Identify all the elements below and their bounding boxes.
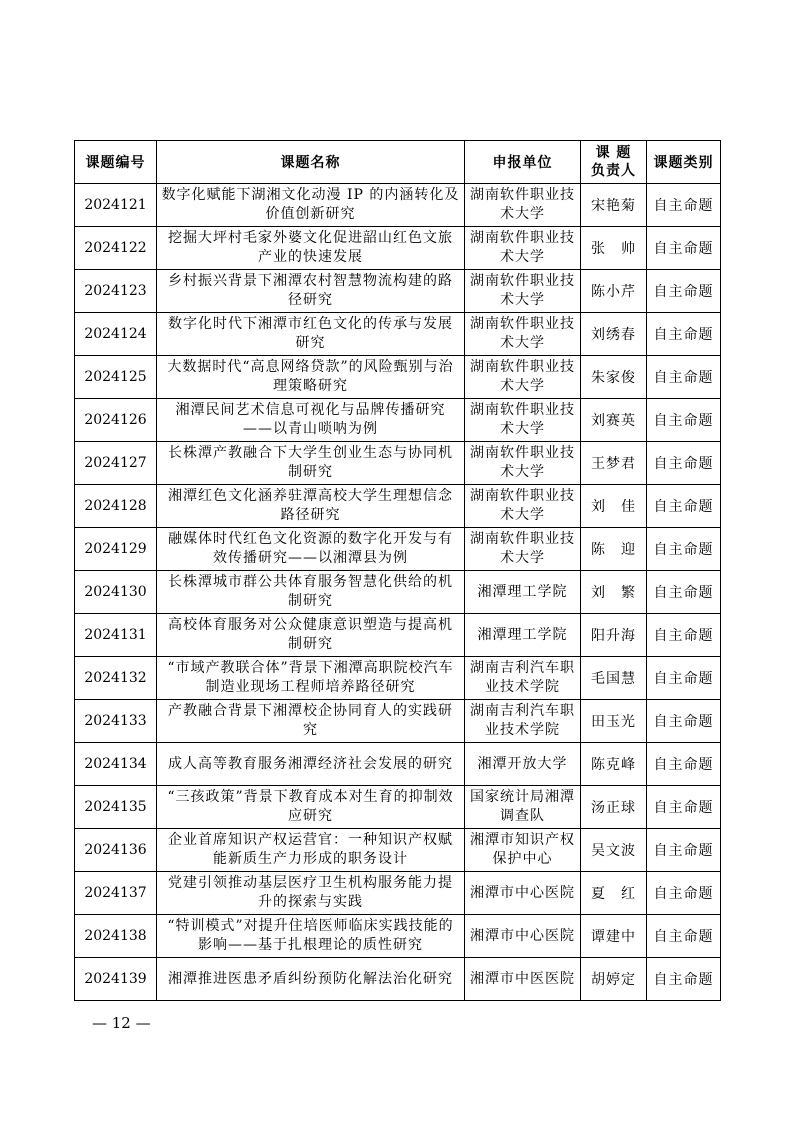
row-lead: 张 帅 (581, 227, 647, 270)
row-code: 2024134 (75, 743, 157, 786)
table-row (75, 313, 721, 356)
row-category: 自主命题 (647, 227, 721, 270)
table-row (75, 356, 721, 399)
table-row (75, 184, 721, 227)
table-row (75, 270, 721, 313)
row-code: 2024135 (75, 786, 157, 829)
table-row (75, 657, 721, 700)
row-lead: 王梦君 (581, 442, 647, 485)
table-row (75, 485, 721, 528)
row-unit: 湘潭理工学院 (465, 571, 581, 614)
row-title: 成人高等教育服务湘潭经济社会发展的研究 (157, 743, 465, 786)
table-row (75, 528, 721, 571)
row-category: 自主命题 (647, 442, 721, 485)
row-code: 2024126 (75, 399, 157, 442)
row-title: 长株潭产教融合下大学生创业生态与协同机制研究 (157, 442, 465, 485)
row-unit: 湖南软件职业技术大学 (465, 313, 581, 356)
table-row (75, 700, 721, 743)
row-lead: 汤正球 (581, 786, 647, 829)
table-row (75, 614, 721, 657)
row-code: 2024130 (75, 571, 157, 614)
row-unit: 湘潭理工学院 (465, 614, 581, 657)
row-category: 自主命题 (647, 485, 721, 528)
row-unit: 湖南吉利汽车职业技术学院 (465, 700, 581, 743)
row-lead: 陈小芹 (581, 270, 647, 313)
row-category: 自主命题 (647, 786, 721, 829)
row-unit: 湖南软件职业技术大学 (465, 528, 581, 571)
header-category: 课题类别 (647, 141, 721, 184)
row-code: 2024123 (75, 270, 157, 313)
row-lead: 刘 佳 (581, 485, 647, 528)
row-code: 2024129 (75, 528, 157, 571)
row-lead: 陈 迎 (581, 528, 647, 571)
row-title: 党建引领推动基层医疗卫生机构服务能力提升的探索与实践 (157, 872, 465, 915)
row-code: 2024136 (75, 829, 157, 872)
row-unit: 湖南软件职业技术大学 (465, 442, 581, 485)
row-code: 2024139 (75, 958, 157, 1001)
row-category: 自主命题 (647, 872, 721, 915)
row-unit: 湘潭市知识产权保护中心 (465, 829, 581, 872)
table-row (75, 958, 721, 1001)
row-code: 2024137 (75, 872, 157, 915)
row-category: 自主命题 (647, 399, 721, 442)
row-lead: 刘绣春 (581, 313, 647, 356)
row-unit: 湘潭市中医医院 (465, 958, 581, 1001)
row-unit: 湘潭市中心医院 (465, 915, 581, 958)
row-code: 2024122 (75, 227, 157, 270)
table-row (75, 227, 721, 270)
row-title: “三孩政策”背景下教育成本对生育的抑制效应研究 (157, 786, 465, 829)
row-title: 大数据时代“高息网络贷款”的风险甄别与治理策略研究 (157, 356, 465, 399)
row-lead: 刘赛英 (581, 399, 647, 442)
row-unit: 湖南软件职业技术大学 (465, 184, 581, 227)
row-category: 自主命题 (647, 313, 721, 356)
row-title: 湘潭红色文化涵养驻潭高校大学生理想信念路径研究 (157, 485, 465, 528)
row-title: 企业首席知识产权运营官：一种知识产权赋能新质生产力形成的职务设计 (157, 829, 465, 872)
project-table (74, 140, 721, 1001)
row-lead: 夏 红 (581, 872, 647, 915)
row-category: 自主命题 (647, 184, 721, 227)
row-unit: 湖南软件职业技术大学 (465, 270, 581, 313)
row-category: 自主命题 (647, 958, 721, 1001)
row-category: 自主命题 (647, 915, 721, 958)
table-row (75, 743, 721, 786)
row-lead: 陈克峰 (581, 743, 647, 786)
table-row (75, 915, 721, 958)
row-title: 湘潭民间艺术信息可视化与品牌传播研究——以青山唢呐为例 (157, 399, 465, 442)
row-title: 乡村振兴背景下湘潭农村智慧物流构建的路径研究 (157, 270, 465, 313)
header-code: 课题编号 (75, 141, 157, 184)
row-category: 自主命题 (647, 528, 721, 571)
row-lead: 胡婷定 (581, 958, 647, 1001)
row-code: 2024127 (75, 442, 157, 485)
row-title: 长株潭城市群公共体育服务智慧化供给的机制研究 (157, 571, 465, 614)
row-unit: 湘潭市中心医院 (465, 872, 581, 915)
table-header-row (75, 141, 721, 184)
row-unit: 湘潭开放大学 (465, 743, 581, 786)
row-category: 自主命题 (647, 356, 721, 399)
row-title: 湘潭推进医患矛盾纠纷预防化解法治化研究 (157, 958, 465, 1001)
row-unit: 湖南吉利汽车职业技术学院 (465, 657, 581, 700)
header-title: 课题名称 (157, 141, 465, 184)
row-lead: 毛国慧 (581, 657, 647, 700)
row-code: 2024132 (75, 657, 157, 700)
row-code: 2024124 (75, 313, 157, 356)
table-row (75, 442, 721, 485)
row-title: 数字化赋能下湖湘文化动漫 IP 的内涵转化及价值创新研究 (157, 184, 465, 227)
row-code: 2024125 (75, 356, 157, 399)
row-title: 挖掘大坪村毛家外婆文化促进韶山红色文旅产业的快速发展 (157, 227, 465, 270)
row-title: “市域产教联合体”背景下湘潭高职院校汽车制造业现场工程师培养路径研究 (157, 657, 465, 700)
header-lead: 课 题 负责人 (581, 141, 647, 184)
row-category: 自主命题 (647, 657, 721, 700)
row-title: 数字化时代下湘潭市红色文化的传承与发展研究 (157, 313, 465, 356)
page-number: — 12 — (92, 1014, 151, 1032)
row-category: 自主命题 (647, 270, 721, 313)
row-lead: 吴文波 (581, 829, 647, 872)
row-category: 自主命题 (647, 571, 721, 614)
row-title: 产教融合背景下湘潭校企协同育人的实践研究 (157, 700, 465, 743)
row-category: 自主命题 (647, 700, 721, 743)
row-code: 2024138 (75, 915, 157, 958)
row-category: 自主命题 (647, 743, 721, 786)
row-title: 融媒体时代红色文化资源的数字化开发与有效传播研究——以湘潭县为例 (157, 528, 465, 571)
row-lead: 刘 繁 (581, 571, 647, 614)
row-unit: 湖南软件职业技术大学 (465, 399, 581, 442)
row-unit: 湖南软件职业技术大学 (465, 356, 581, 399)
row-lead: 朱家俊 (581, 356, 647, 399)
row-lead: 谭建中 (581, 915, 647, 958)
row-code: 2024131 (75, 614, 157, 657)
row-unit: 湖南软件职业技术大学 (465, 485, 581, 528)
row-unit: 湖南软件职业技术大学 (465, 227, 581, 270)
row-category: 自主命题 (647, 829, 721, 872)
row-code: 2024133 (75, 700, 157, 743)
table-row (75, 872, 721, 915)
table-row (75, 571, 721, 614)
table-row (75, 786, 721, 829)
row-lead: 田玉光 (581, 700, 647, 743)
row-lead: 宋艳菊 (581, 184, 647, 227)
row-category: 自主命题 (647, 614, 721, 657)
row-code: 2024121 (75, 184, 157, 227)
table-row (75, 399, 721, 442)
header-unit: 申报单位 (465, 141, 581, 184)
row-title: “特训模式”对提升住培医师临床实践技能的影响——基于扎根理论的质性研究 (157, 915, 465, 958)
table-row (75, 829, 721, 872)
row-code: 2024128 (75, 485, 157, 528)
row-title: 高校体育服务对公众健康意识塑造与提高机制研究 (157, 614, 465, 657)
row-lead: 阳升海 (581, 614, 647, 657)
row-unit: 国家统计局湘潭调查队 (465, 786, 581, 829)
